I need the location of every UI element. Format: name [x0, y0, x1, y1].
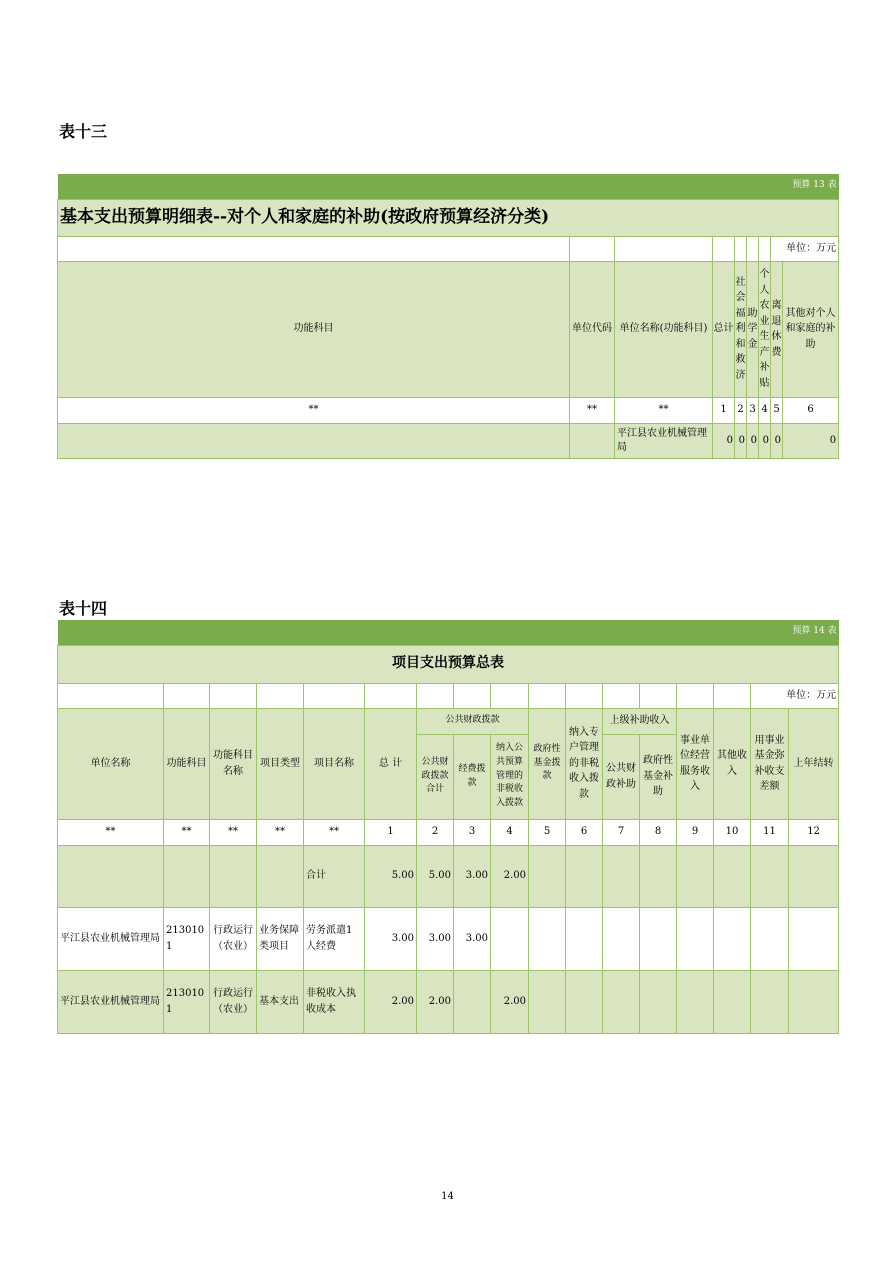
table14-cell-total: 2.00: [365, 970, 417, 1033]
table13-cell-value: 0: [759, 423, 771, 458]
table14-cell-func: 2130101: [164, 907, 210, 970]
table14-header-public-group: 公共财政拨款: [417, 708, 529, 734]
table14-index-cell: 2: [417, 819, 454, 845]
table14-header-pub-nontax: 纳入公共预算管理的非税收入拨款: [491, 734, 529, 819]
table13-header-code: 单位代码: [570, 261, 615, 397]
table14-cell-pub-total: 5.00: [417, 845, 454, 907]
table13-header-farm-subsidy: 个人农业生产补贴: [759, 261, 771, 397]
table14-index-cell: **: [210, 819, 257, 845]
table14-header-proj-type: 项目类型: [257, 708, 304, 819]
table14-header-last-year: 上年结转: [789, 708, 839, 819]
table13-index-cell: 1: [713, 397, 735, 423]
table13-index-cell: 6: [783, 397, 839, 423]
table-row: [58, 845, 839, 907]
table13-title: 基本支出预算明细表--对个人和家庭的补助(按政府预算经济分类): [58, 199, 839, 236]
table13-header-other: 其他对个人和家庭的补助: [783, 261, 839, 397]
table14-index-cell: 12: [789, 819, 839, 845]
table14-cell-func-name: 行政运行（农业）: [210, 907, 257, 970]
table14-index-cell: 4: [491, 819, 529, 845]
table14-cell-pub-nontax: 2.00: [491, 845, 529, 907]
table-row: [58, 970, 839, 1033]
table13-index-cell: **: [615, 397, 713, 423]
table13-index-cell: **: [570, 397, 615, 423]
table14-cell-unit-name: [58, 845, 164, 907]
table13-index-cell: 4: [759, 397, 771, 423]
table14-cell-proj-type: 基本支出: [257, 970, 304, 1033]
table13-cell-value: 0: [771, 423, 783, 458]
table14-cell-unit-name: 平江县农业机械管理局: [58, 970, 164, 1033]
table14-index-cell: **: [304, 819, 365, 845]
table14-cell-pub-fee: 3.00: [454, 907, 491, 970]
table14-index-cell: 1: [365, 819, 417, 845]
table14-index-cell: 3: [454, 819, 491, 845]
table14-cell-total: 3.00: [365, 907, 417, 970]
table14-unit: 单位：万元: [751, 683, 839, 708]
table14-cell-pub-nontax: 2.00: [491, 970, 529, 1033]
table13-cell-value: 0: [747, 423, 759, 458]
table14-cell-func-name: 行政运行（农业）: [210, 970, 257, 1033]
table14-header-special-nontax: 纳入专户管理的非税收入拨款: [566, 708, 603, 819]
table13-index-cell: **: [58, 397, 570, 423]
table13-index-cell: 5: [771, 397, 783, 423]
table14-header-other-income: 其他收入: [714, 708, 751, 819]
table14-cell-pub-total: 3.00: [417, 907, 454, 970]
table14-title: 项目支出预算总表: [58, 645, 839, 683]
table14-header-unit-name: 单位名称: [58, 708, 164, 819]
table14-cell-func-name: [210, 845, 257, 907]
table14-header-upper-public: 公共财政补助: [603, 734, 640, 819]
table14-header-biz-income: 事业单位经营服务收入: [677, 708, 714, 819]
table14-section-title: 表十四: [59, 599, 108, 618]
table14-index-cell: 8: [640, 819, 677, 845]
table14-cell-proj-name: 劳务派遣1人经费: [304, 907, 365, 970]
table14-header-func-name: 功能科目名称: [210, 708, 257, 819]
table14-header-proj-name: 项目名称: [304, 708, 365, 819]
table14: [57, 620, 839, 1034]
table13-header-total: 总计: [713, 261, 735, 397]
table14-index-cell: 6: [566, 819, 603, 845]
table13-header-scholarship: 助学金: [747, 261, 759, 397]
table14-cell-pub-total: 2.00: [417, 970, 454, 1033]
table13-tag: 预算 13 表: [58, 174, 839, 199]
page-number: 14: [441, 1191, 454, 1202]
table14-cell-unit-name: 平江县农业机械管理局: [58, 907, 164, 970]
table14-index-cell: **: [164, 819, 210, 845]
table14-cell-pub-fee: 3.00: [454, 845, 491, 907]
table13-cell-value: 0: [713, 423, 735, 458]
table13-cell-name: 平江县农业机械管理局: [615, 423, 713, 458]
table13-index-cell: 2: [735, 397, 747, 423]
table-row: [58, 907, 839, 970]
table14-header-biz-fund: 用事业基金弥补收支差额: [751, 708, 789, 819]
table14-index-cell: **: [257, 819, 304, 845]
table14-index-cell: 7: [603, 819, 640, 845]
table13-unit: 单位：万元: [771, 236, 839, 261]
table14-index-cell: 10: [714, 819, 751, 845]
table14-index-cell: **: [58, 819, 164, 845]
table13-index-cell: 3: [747, 397, 759, 423]
table13-cell-func: [58, 423, 570, 458]
table14-cell-proj-name: 非税收入执收成本: [304, 970, 365, 1033]
table14-cell-pub-nontax: [491, 907, 529, 970]
table14-cell-total: 5.00: [365, 845, 417, 907]
table13-data-row: [58, 423, 839, 458]
table13-header-welfare: 社会福利和救济: [735, 261, 747, 397]
table13-section-title: 表十三: [59, 122, 108, 141]
table14-header-total: 总 计: [365, 708, 417, 819]
table14-cell-func: 2130101: [164, 970, 210, 1033]
table14-cell-proj-type: 业务保障类项目: [257, 907, 304, 970]
table14-header-upper-group: 上级补助收入: [603, 708, 677, 734]
table14-index-cell: 11: [751, 819, 789, 845]
table14-header-gov-fund: 政府性基金拨款: [529, 708, 566, 819]
table13-cell-value: 0: [735, 423, 747, 458]
table13-header-name: 单位名称(功能科目): [615, 261, 713, 397]
table14-cell-proj-type: [257, 845, 304, 907]
table14-cell-func: [164, 845, 210, 907]
table14-cell-pub-fee: [454, 970, 491, 1033]
table14-index-cell: 9: [677, 819, 714, 845]
table14-index-cell: 5: [529, 819, 566, 845]
table13-header-retirement: 离退休费: [771, 261, 783, 397]
table14-header-pub-total: 公共财政拨款合计: [417, 734, 454, 819]
table14-header-func: 功能科目: [164, 708, 210, 819]
table13-header-func: 功能科目: [58, 261, 570, 397]
table14-cell-proj-name: 合计: [304, 845, 365, 907]
table14-header-pub-fee: 经费拨款: [454, 734, 491, 819]
table13: [57, 174, 839, 459]
table13-cell-code: [570, 423, 615, 458]
table13-cell-value: 0: [783, 423, 839, 458]
table14-tag: 预算 14 表: [58, 620, 839, 645]
table14-header-upper-gov: 政府性基金补助: [640, 734, 677, 819]
